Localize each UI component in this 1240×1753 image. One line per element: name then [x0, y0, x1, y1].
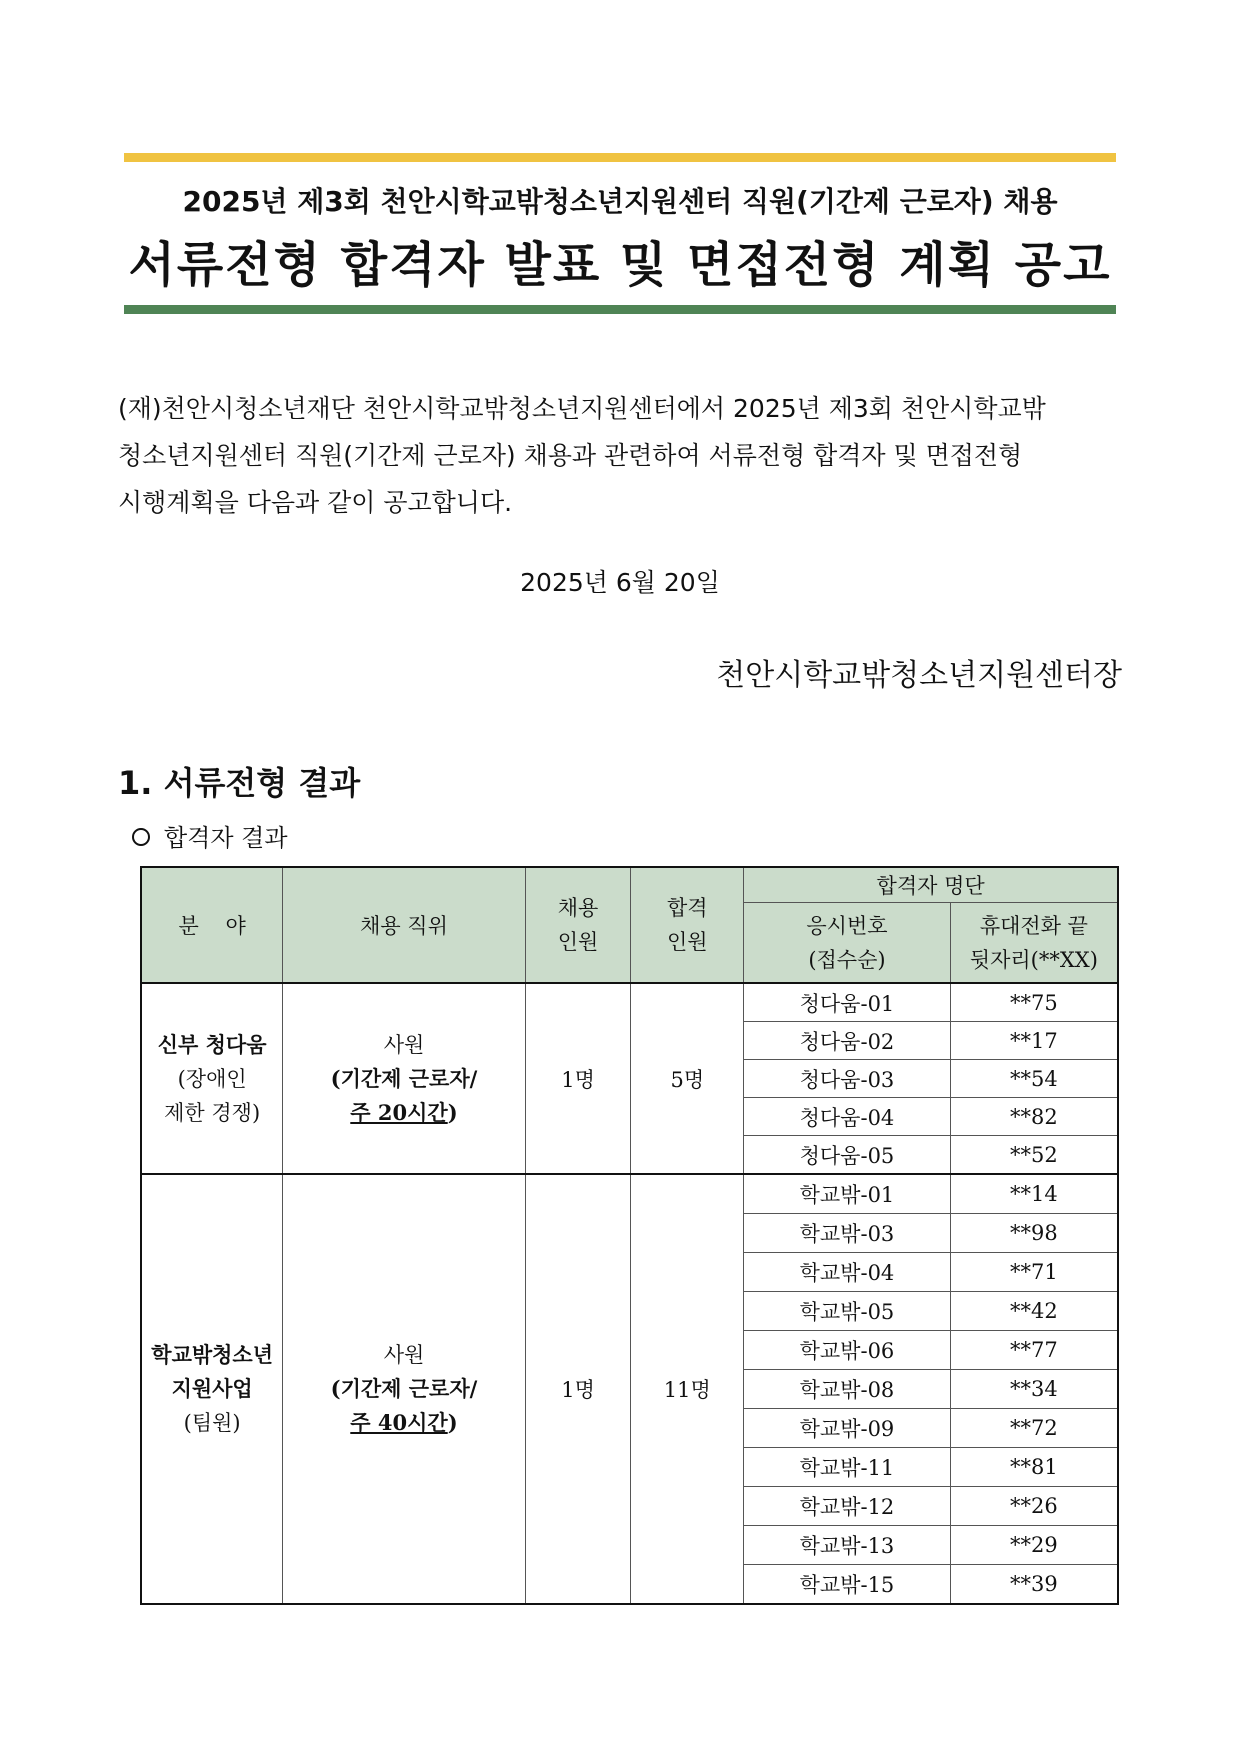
phone-digits: **39 [950, 1565, 1118, 1605]
phone-digits: **14 [950, 1174, 1118, 1214]
exam-number: 학교밖-06 [744, 1331, 951, 1370]
results-table [140, 866, 1119, 1605]
exam-number: 학교밖-11 [744, 1448, 951, 1487]
hire-count-cell: 1명 [525, 1174, 631, 1604]
exam-number: 학교밖-03 [744, 1214, 951, 1253]
field-name: 지원사업 [171, 1376, 253, 1401]
field-cell [141, 1174, 283, 1604]
header-exam-number [744, 903, 951, 984]
intro-paragraph [118, 385, 1122, 526]
position-hours-close: ) [447, 1410, 458, 1435]
header-exam-line: (접수순) [808, 947, 886, 972]
announcement-date: 2025년 6월 20일 [520, 568, 720, 597]
header-phone-line: 뒷자리(**XX) [969, 947, 1098, 972]
exam-number: 학교밖-09 [744, 1409, 951, 1448]
signature: 천안시학교밖청소년지원센터장 [716, 658, 1122, 693]
phone-digits: **81 [950, 1448, 1118, 1487]
document-title: 서류전형 합격자 발표 및 면접전형 계획 공고 [128, 237, 1112, 293]
document-subtitle: 2025년 제3회 천안시학교밖청소년지원센터 직원(기간제 근로자) 채용 [182, 185, 1058, 218]
exam-number: 학교밖-08 [744, 1370, 951, 1409]
field-note: (팀원) [183, 1411, 241, 1435]
header-exam-line: 응시번호 [806, 913, 888, 938]
position-hours: 주 20시간 [350, 1099, 448, 1125]
phone-digits: **42 [950, 1292, 1118, 1331]
intro-line: 청소년지원센터 직원(기간제 근로자) 채용과 관련하여 서류전형 합격자 및 면접전형 [118, 441, 1023, 470]
section-heading: 1. 서류전형 결과 [118, 764, 361, 802]
circle-bullet-icon [132, 828, 150, 846]
position-type: (기간제 근로자/ [330, 1376, 478, 1401]
header-bottom-bar [124, 305, 1116, 314]
exam-number: 학교밖-01 [744, 1174, 951, 1214]
hire-count-cell: 1명 [525, 983, 631, 1174]
exam-number: 청다움-02 [744, 1022, 951, 1060]
field-note: 제한 경쟁) [164, 1100, 261, 1125]
pass-count-cell: 5명 [631, 983, 744, 1174]
table-row [141, 983, 1118, 1022]
position-hours-line [283, 1406, 524, 1440]
phone-digits: **71 [950, 1253, 1118, 1292]
phone-digits: **34 [950, 1370, 1118, 1409]
phone-digits: **77 [950, 1331, 1118, 1370]
pass-count-cell: 11명 [631, 1174, 744, 1604]
phone-digits: **54 [950, 1060, 1118, 1098]
phone-digits: **17 [950, 1022, 1118, 1060]
exam-number: 학교밖-12 [744, 1487, 951, 1526]
position-cell [283, 983, 525, 1174]
position-cell [283, 1174, 525, 1604]
header-field: 분 야 [141, 867, 283, 983]
exam-number: 학교밖-05 [744, 1292, 951, 1331]
header-pass-count [631, 867, 744, 983]
header-hire-line: 인원 [557, 930, 599, 954]
field-note: (장애인 [177, 1066, 247, 1091]
phone-digits: **98 [950, 1214, 1118, 1253]
position-hours: 주 40시간 [350, 1410, 448, 1435]
position-name: 사원 [383, 1343, 425, 1367]
exam-number: 청다움-01 [744, 983, 951, 1022]
section-subheading [132, 818, 288, 853]
phone-digits: **82 [950, 1098, 1118, 1136]
exam-number: 청다움-04 [744, 1098, 951, 1136]
exam-number: 학교밖-04 [744, 1253, 951, 1292]
exam-number: 학교밖-13 [744, 1526, 951, 1565]
header-hire-count [525, 867, 631, 983]
header-pass-line: 합격 [667, 896, 708, 920]
header-phone-digits [950, 903, 1118, 984]
header-passer-list: 합격자 명단 [744, 867, 1118, 903]
header-phone-line: 휴대전화 끝 [979, 913, 1088, 938]
position-hours-line [283, 1096, 524, 1130]
intro-line: 시행계획을 다음과 같이 공고합니다. [118, 488, 513, 517]
phone-digits: **26 [950, 1487, 1118, 1526]
exam-number: 청다움-05 [744, 1136, 951, 1175]
field-name: 학교밖청소년 [151, 1342, 273, 1367]
field-cell [141, 983, 283, 1174]
exam-number: 청다움-03 [744, 1060, 951, 1098]
phone-digits: **72 [950, 1409, 1118, 1448]
table-row [141, 1174, 1118, 1214]
subheading-text: 합격자 결과 [164, 824, 288, 852]
phone-digits: **29 [950, 1526, 1118, 1565]
position-hours-close: ) [447, 1099, 458, 1125]
phone-digits: **75 [950, 983, 1118, 1022]
position-type: (기간제 근로자/ [330, 1065, 478, 1091]
header-pass-line: 인원 [667, 930, 708, 954]
header-position: 채용 직위 [283, 867, 525, 983]
position-name: 사원 [383, 1032, 425, 1057]
phone-digits: **52 [950, 1136, 1118, 1175]
header-hire-line: 채용 [557, 896, 599, 920]
field-name: 신부 청다움 [157, 1031, 267, 1057]
intro-line: (재)천안시청소년재단 천안시학교밖청소년지원센터에서 2025년 제3회 천안시학교밖 [118, 394, 1046, 423]
exam-number: 학교밖-15 [744, 1565, 951, 1605]
header-top-bar [124, 153, 1116, 162]
